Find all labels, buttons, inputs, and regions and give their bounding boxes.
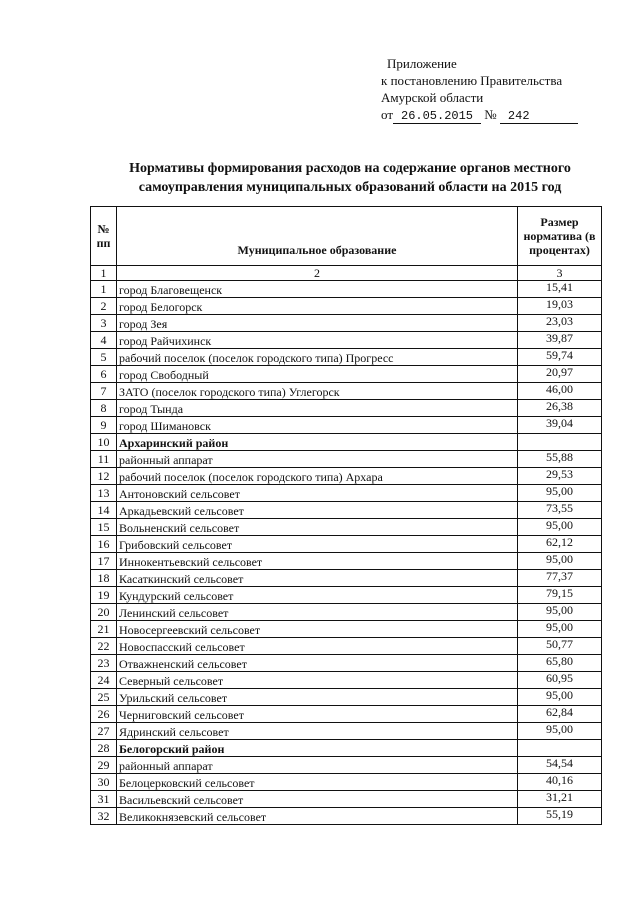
norm-value: 26,38: [518, 400, 602, 417]
table-row: [91, 383, 602, 400]
table-row: [91, 570, 602, 587]
municipality-name: Вольненский сельсовет: [117, 519, 518, 536]
norm-value: 95,00: [518, 553, 602, 570]
row-number: 7: [91, 383, 117, 400]
municipality-name: Отважненский сельсовет: [117, 655, 518, 672]
appendix-block: [381, 55, 631, 124]
table-row: [91, 417, 602, 434]
header-value: Размер норматива (в процентах): [518, 207, 602, 266]
norm-value: 95,00: [518, 519, 602, 536]
column-number: 3: [518, 266, 602, 281]
district-row: [91, 434, 602, 451]
municipality-name: ЗАТО (поселок городского типа) Углегорск: [117, 383, 518, 400]
row-number: 14: [91, 502, 117, 519]
norm-value: 55,19: [518, 808, 602, 825]
norm-value: 29,53: [518, 468, 602, 485]
row-number: 18: [91, 570, 117, 587]
date-prefix: от: [381, 107, 394, 122]
norm-value: 19,03: [518, 298, 602, 315]
table-row: [91, 485, 602, 502]
row-number: 15: [91, 519, 117, 536]
table-row: [91, 366, 602, 383]
decree-number: 242: [500, 110, 578, 124]
table-row: [91, 332, 602, 349]
municipality-name: рабочий поселок (поселок городского типа) Архара: [117, 468, 518, 485]
norm-value: 46,00: [518, 383, 602, 400]
municipality-name: Белогорский район: [117, 740, 518, 757]
table-row: [91, 468, 602, 485]
norm-value: 20,97: [518, 366, 602, 383]
row-number: 4: [91, 332, 117, 349]
municipality-name: Ядринский сельсовет: [117, 723, 518, 740]
table-row: [91, 587, 602, 604]
appendix-region: Амурской области: [381, 90, 484, 105]
norm-value: 95,00: [518, 723, 602, 740]
table-row: [91, 791, 602, 808]
number-prefix: №: [484, 107, 497, 122]
municipality-name: город Шимановск: [117, 417, 518, 434]
municipality-name: город Белогорск: [117, 298, 518, 315]
decree-date-number: [381, 106, 631, 124]
row-number: 26: [91, 706, 117, 723]
municipality-name: Белоцерковский сельсовет: [117, 774, 518, 791]
table-row: [91, 774, 602, 791]
row-number: 24: [91, 672, 117, 689]
table-row: [91, 689, 602, 706]
row-number: 1: [91, 281, 117, 298]
row-number: 30: [91, 774, 117, 791]
norm-value: 50,77: [518, 638, 602, 655]
table-row: [91, 502, 602, 519]
table-row: [91, 672, 602, 689]
district-row: [91, 740, 602, 757]
municipality-name: Новосергеевский сельсовет: [117, 621, 518, 638]
row-number: 21: [91, 621, 117, 638]
norm-value: 65,80: [518, 655, 602, 672]
municipality-name: районный аппарат: [117, 451, 518, 468]
row-number: 10: [91, 434, 117, 451]
municipality-name: город Благовещенск: [117, 281, 518, 298]
row-number: 29: [91, 757, 117, 774]
table-row: [91, 536, 602, 553]
row-number: 3: [91, 315, 117, 332]
column-number: 1: [91, 266, 117, 281]
norm-value: 77,37: [518, 570, 602, 587]
norm-value: 39,04: [518, 417, 602, 434]
municipality-name: Грибовский сельсовет: [117, 536, 518, 553]
municipality-name: Касаткинский сельсовет: [117, 570, 518, 587]
norm-value: 40,16: [518, 774, 602, 791]
norm-value: 60,95: [518, 672, 602, 689]
column-number: 2: [117, 266, 518, 281]
row-number: 32: [91, 808, 117, 825]
table-row: [91, 519, 602, 536]
norm-value: 95,00: [518, 689, 602, 706]
table-row: [91, 757, 602, 774]
document-title: [60, 159, 640, 197]
norm-value: 54,54: [518, 757, 602, 774]
table-row: [91, 808, 602, 825]
municipality-name: Великокнязевский сельсовет: [117, 808, 518, 825]
norm-value: 31,21: [518, 791, 602, 808]
norm-value: 62,12: [518, 536, 602, 553]
table-row: [91, 723, 602, 740]
municipality-name: Иннокентьевский сельсовет: [117, 553, 518, 570]
row-number: 17: [91, 553, 117, 570]
norm-value: 55,88: [518, 451, 602, 468]
municipality-name: районный аппарат: [117, 757, 518, 774]
row-number: 31: [91, 791, 117, 808]
table-row: [91, 451, 602, 468]
row-number: 28: [91, 740, 117, 757]
title-line-2: самоуправления муниципальных образований области на 2015 год: [138, 180, 562, 195]
norms-table: [90, 206, 602, 825]
norm-value: 95,00: [518, 485, 602, 502]
row-number: 5: [91, 349, 117, 366]
row-number: 25: [91, 689, 117, 706]
appendix-title: Приложение: [387, 56, 457, 71]
norm-value: [518, 740, 602, 757]
title-line-1: Нормативы формирования расходов на содержание органов местного: [129, 161, 571, 176]
municipality-name: Новоспасский сельсовет: [117, 638, 518, 655]
row-number: 16: [91, 536, 117, 553]
row-number: 19: [91, 587, 117, 604]
municipality-name: Кундурский сельсовет: [117, 587, 518, 604]
row-number: 9: [91, 417, 117, 434]
decree-date: 26.05.2015: [393, 110, 481, 124]
table-row: [91, 400, 602, 417]
norm-value: 62,84: [518, 706, 602, 723]
header-name: Муниципальное образование: [117, 207, 518, 266]
table-row: [91, 638, 602, 655]
row-number: 22: [91, 638, 117, 655]
table-row: [91, 553, 602, 570]
table-row: [91, 315, 602, 332]
row-number: 12: [91, 468, 117, 485]
norm-value: [518, 434, 602, 451]
norm-value: 79,15: [518, 587, 602, 604]
norm-value: 15,41: [518, 281, 602, 298]
municipality-name: Ленинский сельсовет: [117, 604, 518, 621]
table-row: [91, 604, 602, 621]
municipality-name: Черниговский сельсовет: [117, 706, 518, 723]
table-row: [91, 706, 602, 723]
municipality-name: Аркадьевский сельсовет: [117, 502, 518, 519]
table-row: [91, 349, 602, 366]
row-number: 6: [91, 366, 117, 383]
column-number-row: [91, 266, 602, 281]
municipality-name: Антоновский сельсовет: [117, 485, 518, 502]
norm-value: 95,00: [518, 604, 602, 621]
norm-value: 73,55: [518, 502, 602, 519]
row-number: 27: [91, 723, 117, 740]
row-number: 23: [91, 655, 117, 672]
municipality-name: Архаринский район: [117, 434, 518, 451]
norm-value: 95,00: [518, 621, 602, 638]
row-number: 2: [91, 298, 117, 315]
table-header-row: [91, 207, 602, 266]
table-row: [91, 655, 602, 672]
municipality-name: город Райчихинск: [117, 332, 518, 349]
table-row: [91, 281, 602, 298]
row-number: 8: [91, 400, 117, 417]
row-number: 20: [91, 604, 117, 621]
municipality-name: рабочий поселок (поселок городского типа) Прогресс: [117, 349, 518, 366]
municipality-name: Северный сельсовет: [117, 672, 518, 689]
norm-value: 23,03: [518, 315, 602, 332]
row-number: 11: [91, 451, 117, 468]
municipality-name: город Свободный: [117, 366, 518, 383]
norm-value: 39,87: [518, 332, 602, 349]
municipality-name: город Тында: [117, 400, 518, 417]
municipality-name: город Зея: [117, 315, 518, 332]
row-number: 13: [91, 485, 117, 502]
table-row: [91, 298, 602, 315]
table-row: [91, 621, 602, 638]
municipality-name: Васильевский сельсовет: [117, 791, 518, 808]
norm-value: 59,74: [518, 349, 602, 366]
header-num: № пп: [91, 207, 117, 266]
appendix-decree: к постановлению Правительства: [381, 73, 563, 88]
municipality-name: Урильский сельсовет: [117, 689, 518, 706]
